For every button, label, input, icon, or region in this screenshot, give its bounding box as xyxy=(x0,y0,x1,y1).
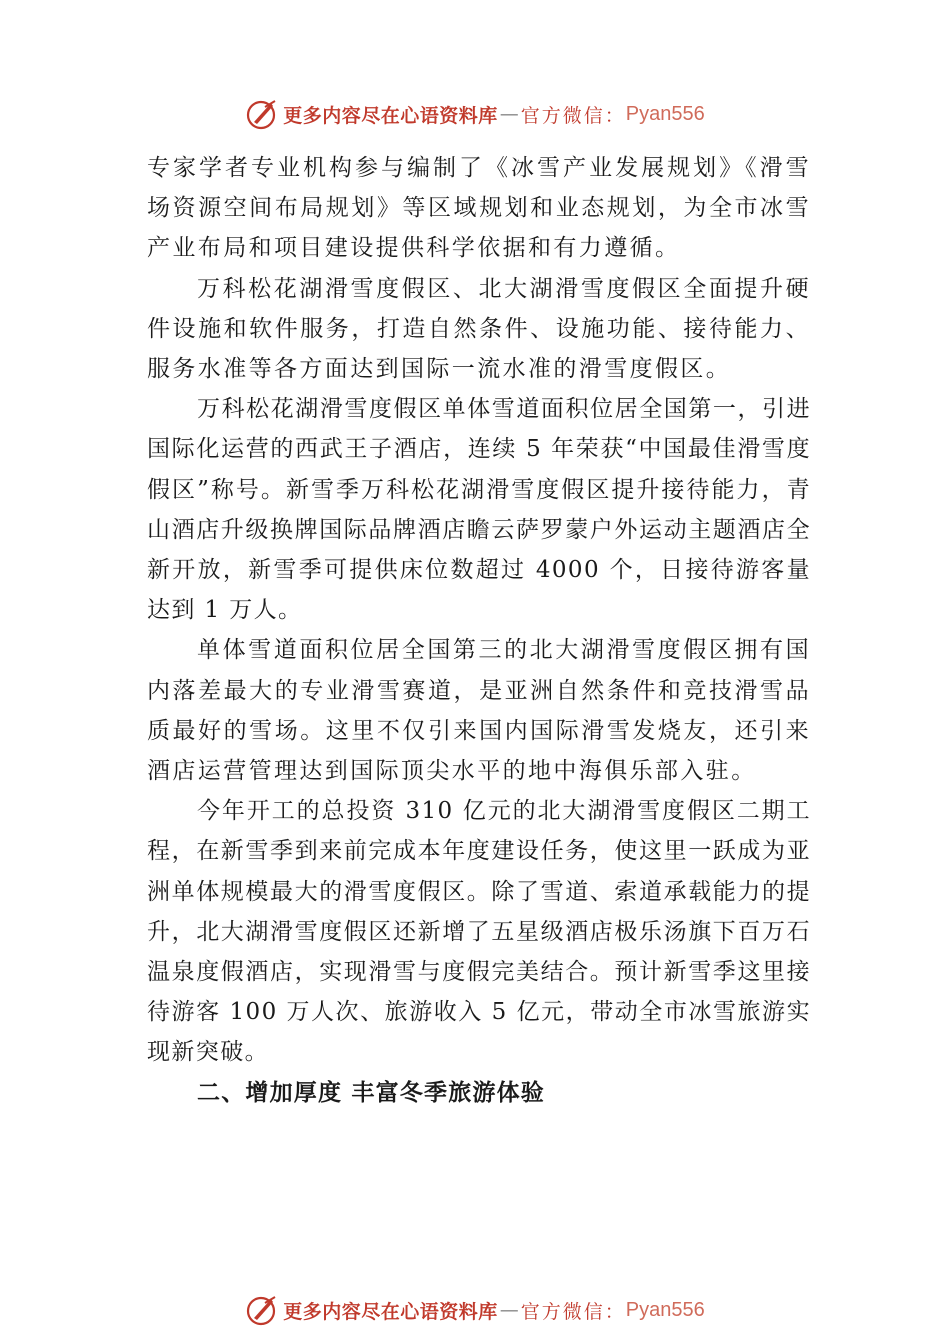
paragraph-4: 单体雪道面积位居全国第三的北大湖滑雪度假区拥有国内落差最大的专业滑雪赛道，是亚洲自然条件和竞技滑雪品质最好的雪场。这里不仅引来国内国际滑雪发烧友，还引来酒店运营管理达到国际顶尖水平的地中海俱乐部入驻。 xyxy=(147,637,811,785)
watermark-wechat-label: 官方微信： xyxy=(520,104,626,127)
watermark-text: 更多内容尽在心语资料库 xyxy=(283,1300,498,1323)
document-body xyxy=(147,148,811,1113)
watermark-wechat-label: 官方微信： xyxy=(520,1300,626,1323)
section-heading: 二、增加厚度 丰富冬季旅游体验 xyxy=(197,1079,546,1106)
watermark-text: 更多内容尽在心语资料库 xyxy=(283,104,498,127)
header-watermark xyxy=(0,94,950,134)
watermark-wechat-id: Pyan556 xyxy=(625,102,705,125)
quill-logo-icon xyxy=(245,1293,279,1327)
paragraph-3: 万科松花湖滑雪度假区单体雪道面积位居全国第一，引进国际化运营的西武王子酒店，连续 5 年荣获“中国最佳滑雪度假区”称号。新雪季万科松花湖滑雪度假区提升接待能力，青山酒店升级换牌国际品牌酒店瞻云萨罗蒙户外运动主题酒店全新开放，新雪季可提供床位数超过 4000 个，日接待游客量达到 1 万人。 xyxy=(147,396,811,624)
watermark-wechat-id: Pyan556 xyxy=(625,1298,705,1321)
footer-watermark xyxy=(0,1290,950,1330)
paragraph-2: 万科松花湖滑雪度假区、北大湖滑雪度假区全面提升硬件设施和软件服务，打造自然条件、设施功能、接待能力、 服务水准等各方面达到国际一流水准的滑雪度假区。 xyxy=(147,275,811,383)
watermark-separator: — xyxy=(499,1299,519,1321)
paragraph-5: 今年开工的总投资 310 亿元的北大湖滑雪度假区二期工程，在新雪季到来前完成本年度建设任务，使这里一跃成为亚洲单体规模最大的滑雪度假区。除了雪道、索道承载能力的提升，北大湖滑雪度假区还新增了五星级酒店极乐汤旗下百万石温泉度假酒店，实现滑雪与度假完美结合。预计新雪季这里接待游客 100 万人次、旅游收入 5 亿元，带动全市冰雪旅游实现新突破。 xyxy=(147,798,811,1066)
watermark-separator: — xyxy=(499,103,519,125)
paragraph-1: 专家学者专业机构参与编制了《冰雪产业发展规划》《滑雪场资源空间布局规划》等区域规划和业态规划，为全市冰雪产业布局和项目建设提供科学依据和有力遵循。 xyxy=(147,155,811,262)
quill-logo-icon xyxy=(245,97,279,131)
